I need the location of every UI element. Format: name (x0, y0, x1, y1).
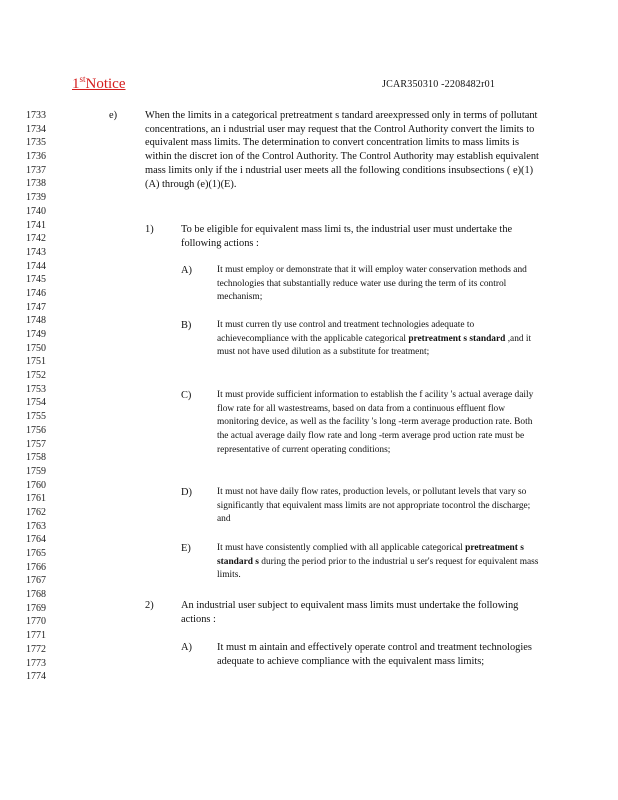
line-number: 1738 (26, 178, 46, 190)
line-number: 1771 (26, 630, 46, 642)
line-number: 1763 (26, 520, 46, 532)
line-number: 1739 (26, 192, 46, 204)
line-number: 1735 (26, 137, 46, 149)
line-number: 1740 (26, 205, 46, 217)
line-number: 1766 (26, 561, 46, 573)
item-1D-text: It must not have daily flow rates, production levels, or pollutant levels that vary so significantly that equivalent mass limits are not appropriate tocontrol the discharge; and (217, 487, 533, 525)
line-number: 1746 (26, 287, 46, 299)
line-number: 1751 (26, 356, 46, 368)
line-number: 1774 (26, 671, 46, 683)
line-number: 1764 (26, 534, 46, 546)
line-number: 1733 (26, 110, 46, 121)
item-1E-text-part1: It must have consistently complied with all applicable categorical (217, 543, 466, 553)
line-number: 1753 (26, 383, 46, 395)
item-1C-label: C) (181, 390, 192, 401)
item-1A-text: It must employ or demonstrate that it will employ water conservation methods and technologies that substantially reduce water use during the term of its control mechanism; (217, 265, 530, 303)
item-1-paragraph (181, 223, 543, 250)
item-1B-bold-term: pretreatment s standard (408, 333, 506, 344)
section-e-label: e) (109, 110, 118, 121)
item-1E-label: E) (181, 543, 191, 554)
line-number: 1757 (26, 438, 46, 450)
line-number: 1744 (26, 260, 46, 272)
item-1A-paragraph (217, 264, 540, 305)
line-number: 1758 (26, 452, 46, 464)
line-number: 1750 (26, 342, 46, 354)
line-number: 1769 (26, 602, 46, 614)
line-number: 1736 (26, 151, 46, 163)
item-1B-text (217, 319, 540, 360)
line-number: 1768 (26, 589, 46, 601)
line-number: 1754 (26, 397, 46, 409)
line-number: 1755 (26, 411, 46, 423)
item-2A-paragraph (217, 641, 540, 668)
line-number: 1773 (26, 657, 46, 669)
item-2A-text: It must m aintain and effectively operate control and treatment technologies adequate to achieve compliance with the equivalent mass limits; (217, 642, 535, 667)
line-number: 1748 (26, 315, 46, 327)
line-number: 1752 (26, 370, 46, 382)
document-id: JCAR350310 -2208482r01 (382, 79, 496, 90)
item-1B-text-part2: ,and it must not have used dilution as a substitute for treatment; (217, 333, 534, 358)
notice-superscript: st (79, 74, 86, 84)
line-number: 1741 (26, 219, 46, 231)
line-number-column (26, 109, 66, 684)
item-1E-text (217, 542, 540, 583)
item-1A-label: A) (181, 265, 192, 276)
section-e-text: When the limits in a categorical pretreatment s tandard areexpressed only in terms of pollutant concentrations, an i ndustrial user may request that the Control Authority convert the limits to equivalent mass limits. The determination to convert concentration limits to mass limits is within the discret ion of the Control Authority. The Control Authority may establish equivalent mass limits only if the i ndustrial user meets all the following conditions insubsections ( e)(1)(A) through (e)(1)(E). (145, 110, 542, 190)
line-number: 1747 (26, 301, 46, 313)
item-1D-label: D) (181, 487, 192, 498)
line-number: 1772 (26, 643, 46, 655)
notice-word: Notice (85, 76, 126, 92)
item-2-label: 2) (145, 600, 154, 611)
line-number: 1742 (26, 233, 46, 245)
line-number: 1761 (26, 493, 46, 505)
line-number: 1743 (26, 246, 46, 258)
line-number: 1745 (26, 274, 46, 286)
line-number: 1765 (26, 548, 46, 559)
item-1-text: To be eligible for equivalent mass limi ts, the industrial user must undertake the following actions : (181, 224, 515, 249)
item-1E-bold-term: pretreatment s standard s (217, 543, 527, 567)
line-number: 1760 (26, 479, 46, 491)
item-2-text: An industrial user subject to equivalent mass limits must undertake the following actions : (181, 600, 521, 625)
item-1B-text-part1: It must curren tly use control and treatment technologies adequate to achievecompliance with the applicable categorical (217, 320, 477, 344)
item-1E-paragraph (217, 542, 540, 583)
item-1B-paragraph (217, 319, 540, 360)
section-e-paragraph (145, 109, 541, 191)
item-1C-paragraph (217, 389, 542, 458)
item-1-label: 1) (145, 224, 154, 235)
line-number: 1762 (26, 506, 46, 518)
line-number: 1737 (26, 164, 46, 176)
line-number: 1756 (26, 424, 46, 436)
line-number: 1749 (26, 329, 46, 340)
line-number: 1770 (26, 616, 46, 628)
item-2-paragraph (181, 599, 543, 626)
item-1C-text: It must provide sufficient information to establish the f acility 's actual average daily flow rate for all wastestreams, based on data from a continuous effluent flow monitoring device, as well as the facility 's long -term average production rate. Both the actual average daily flow rate and long -term average prod uction rate must be representative of current operating conditions; (217, 390, 536, 455)
item-1E-text-part2: during the period prior to the industrial u ser's request for equivalent mass limits. (217, 556, 541, 581)
line-number: 1759 (26, 465, 46, 477)
notice-title (72, 74, 146, 93)
item-1B-label: B) (181, 320, 192, 331)
line-number: 1734 (26, 123, 46, 135)
item-1D-paragraph (217, 486, 540, 527)
notice-number: 1 (72, 76, 80, 92)
line-number: 1767 (26, 575, 46, 587)
item-2A-label: A) (181, 642, 192, 653)
